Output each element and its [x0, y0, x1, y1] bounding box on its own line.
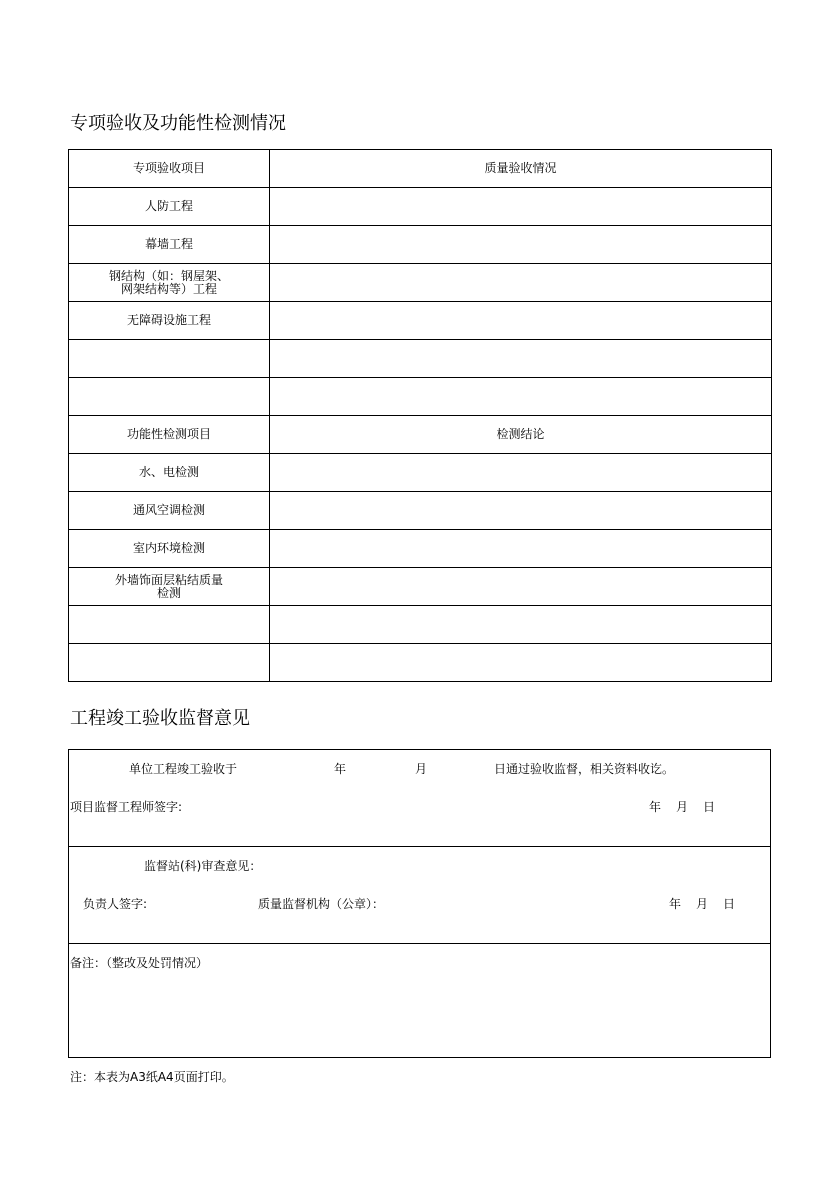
result-cell[interactable] — [270, 340, 772, 378]
result-cell[interactable] — [270, 188, 772, 226]
item-cell — [69, 644, 270, 682]
section-title-supervision-opinion: 工程竣工验收监督意见 — [70, 708, 250, 729]
special-item-row — [69, 340, 772, 378]
review-block — [68, 846, 771, 944]
acceptance-line-suffix: 日通过验收监督，相关资料收讫。 — [494, 762, 675, 776]
function-item-row — [69, 568, 772, 606]
special-acceptance-table — [68, 149, 772, 682]
item-cell: 功能性检测项目 — [69, 416, 270, 454]
function-item-row — [69, 606, 772, 644]
engineer-signature-label: 项目监督工程师签字: — [70, 800, 183, 814]
date-month: 月 — [696, 897, 709, 911]
item-cell: 水、电检测 — [69, 454, 270, 492]
item-cell: 外墙饰面层粘结质量 检测 — [69, 568, 270, 606]
result-cell[interactable] — [270, 568, 772, 606]
function-item-row — [69, 492, 772, 530]
item-cell: 钢结构（如：钢屋架、 网架结构等）工程 — [69, 264, 270, 302]
result-header-cell: 质量验收情况 — [270, 150, 772, 188]
result-cell[interactable] — [270, 530, 772, 568]
date-day: 日 — [723, 897, 736, 911]
item-cell: 无障碍设施工程 — [69, 302, 270, 340]
special-item-row — [69, 302, 772, 340]
result-cell[interactable] — [270, 644, 772, 682]
acceptance-block — [68, 749, 771, 847]
special-item-row — [69, 378, 772, 416]
review-opinion-label: 监督站(科)审查意见： — [144, 859, 262, 873]
result-cell[interactable] — [270, 492, 772, 530]
result-cell[interactable] — [270, 302, 772, 340]
result-cell[interactable] — [270, 264, 772, 302]
special-item-row — [69, 226, 772, 264]
result-cell[interactable] — [270, 378, 772, 416]
remarks-block — [68, 943, 771, 1058]
special-item-row — [69, 188, 772, 226]
function-item-row — [69, 530, 772, 568]
date-year: 年 — [669, 897, 682, 911]
result-cell[interactable] — [270, 606, 772, 644]
agency-seal-label: 质量监督机构（公章）： — [258, 897, 385, 911]
item-cell: 人防工程 — [69, 188, 270, 226]
header-row — [69, 150, 772, 188]
item-cell — [69, 606, 270, 644]
item-cell — [69, 340, 270, 378]
function-item-row — [69, 644, 772, 682]
result-cell[interactable] — [270, 226, 772, 264]
item-cell: 通风空调检测 — [69, 492, 270, 530]
item-cell: 幕墙工程 — [69, 226, 270, 264]
acceptance-line-prefix: 单位工程竣工验收于 — [129, 762, 238, 776]
year-label: 年 — [334, 762, 347, 776]
date-month: 月 — [676, 800, 689, 814]
footnote: 注：本表为A3纸A4页面打印。 — [70, 1070, 234, 1084]
item-cell: 室内环境检测 — [69, 530, 270, 568]
remarks-label: 备注：（整改及处罚情况） — [70, 956, 209, 970]
leader-signature-label: 负责人签字: — [83, 897, 148, 911]
special-item-row — [69, 264, 772, 302]
result-cell[interactable] — [270, 454, 772, 492]
item-cell: 专项验收项目 — [69, 150, 270, 188]
header-row — [69, 416, 772, 454]
month-label: 月 — [415, 762, 428, 776]
result-header-cell: 检测结论 — [270, 416, 772, 454]
section-title-special-acceptance: 专项验收及功能性检测情况 — [70, 113, 286, 134]
function-item-row — [69, 454, 772, 492]
date-day: 日 — [703, 800, 716, 814]
date-year: 年 — [649, 800, 662, 814]
item-cell — [69, 378, 270, 416]
